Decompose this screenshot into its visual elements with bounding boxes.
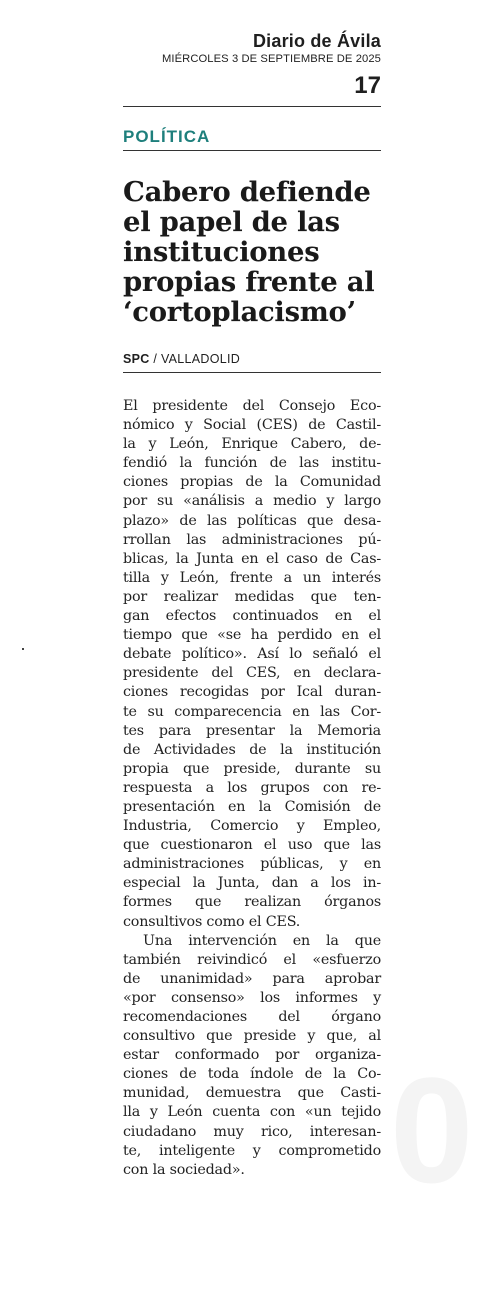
- newspaper-page: [123, 30, 381, 1180]
- body-line: por su «análisis a medio y largo: [123, 493, 381, 510]
- headline-line: el papel de las: [123, 206, 340, 238]
- paper-name: Diario de Ávila: [252, 31, 381, 51]
- body-line: El presidente del Consejo Eco-: [123, 398, 381, 414]
- body-line: nómico y Social (CES) de Castil-: [123, 417, 381, 434]
- stray-mark: [22, 648, 24, 650]
- publication-date: MIÉRCOLES 3 DE SEPTIEMBRE DE 2025: [161, 53, 381, 65]
- body-line: «por consenso» los informes y: [123, 989, 381, 1006]
- byline-agency: SPC: [123, 352, 150, 366]
- byline: [123, 351, 381, 367]
- body-line: respuesta a los grupos con re-: [123, 779, 381, 796]
- body-line: estar conformado por organiza-: [123, 1047, 381, 1064]
- body-line: tes para presentar la Memoria: [123, 722, 381, 739]
- byline-location: VALLADOLID: [160, 352, 241, 366]
- body-line: te, inteligente y comprometido: [123, 1142, 381, 1159]
- section-label: POLÍTICA: [123, 127, 211, 146]
- body-line: ciones propias de la Comunidad: [123, 474, 381, 491]
- body-line: ciones de toda índole de la Co-: [123, 1066, 381, 1083]
- body-line: debate político». Así lo señaló el: [123, 646, 381, 663]
- body-line: te su comparecencia en las Cor-: [123, 703, 381, 720]
- body-line: administraciones públicas, y en: [123, 856, 381, 873]
- body-line: recomendaciones del órgano: [123, 1009, 381, 1025]
- section-rule: [123, 150, 381, 151]
- headline-line: ‘cortoplacismo’: [123, 296, 356, 328]
- headline-line: propias frente al: [123, 266, 375, 298]
- body-line: lla y León cuenta con «un tejido: [123, 1104, 381, 1121]
- body-line: con la sociedad».: [123, 1161, 245, 1178]
- body-line: plazo» de las políticas que desa-: [123, 512, 381, 529]
- body-line: especial la Junta, dan a los in-: [123, 875, 381, 892]
- body-line: formes que realizan órganos: [123, 894, 381, 911]
- header-rule: [123, 106, 381, 107]
- body-line: de unanimidad» para aprobar: [123, 970, 381, 987]
- body-line: que cuestionaron el uso que las: [123, 837, 381, 854]
- watermark-digit: 0: [390, 1046, 474, 1214]
- body-line: gan efectos continuados en el: [123, 608, 381, 625]
- body-line: tiempo que «se ha perdido en el: [123, 627, 381, 644]
- masthead: [123, 30, 381, 100]
- body-line: presentación en la Comisión de: [123, 798, 381, 815]
- body-line: ciudadano muy rico, interesan-: [123, 1123, 381, 1140]
- body-line: rrollan las administraciones pú-: [123, 531, 381, 548]
- body-line: ciones recogidas por Ical duran-: [123, 684, 381, 701]
- body-line: munidad, demuestra que Casti-: [123, 1085, 381, 1102]
- body-line: también reivindicó el «esfuerzo: [123, 951, 381, 968]
- body-line: Industria, Comercio y Empleo,: [123, 818, 381, 835]
- byline-rule: [123, 372, 381, 373]
- body-line: propia que preside, durante su: [123, 760, 381, 777]
- body-line: tilla y León, frente a un interés: [123, 569, 381, 586]
- body-line: consultivos como el CES.: [123, 913, 301, 930]
- page-number: 17: [354, 72, 381, 99]
- body-line: presidente del CES, en declara-: [123, 665, 381, 682]
- body-line: Una intervención en la que: [143, 932, 381, 949]
- body-line: blicas, la Junta en el caso de Cas-: [123, 550, 381, 567]
- headline: [123, 177, 381, 327]
- headline-line: Cabero defiende: [123, 176, 371, 208]
- body-line: de Actividades de la institución: [123, 741, 381, 758]
- body-line: por realizar medidas que ten-: [123, 588, 381, 605]
- body-line: la y León, Enrique Cabero, de-: [123, 436, 381, 453]
- headline-line: instituciones: [123, 236, 320, 268]
- byline-separator: /: [149, 352, 161, 366]
- article-body: [123, 397, 381, 1180]
- body-line: fendió la función de las institu-: [123, 455, 381, 472]
- body-line: consultivo que preside y que, al: [123, 1028, 381, 1045]
